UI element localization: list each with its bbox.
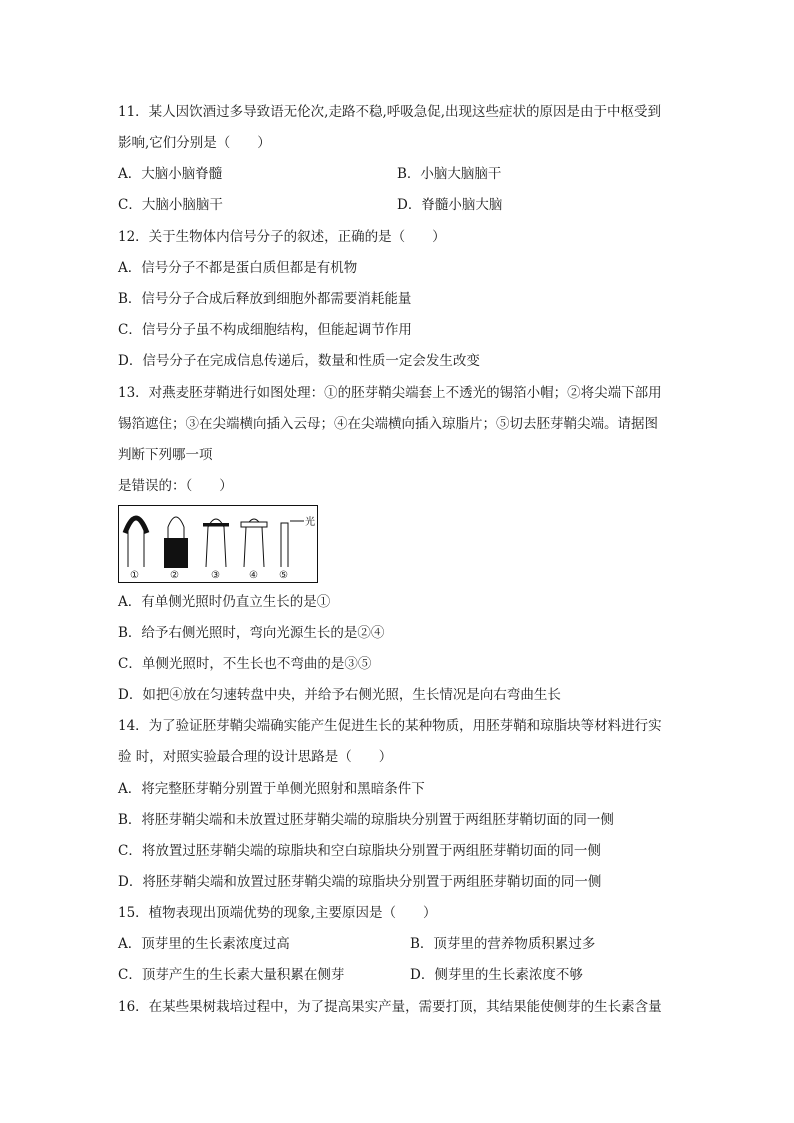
q15-option-b: B．顶芽里的营养物质积累过多 (410, 936, 596, 952)
q11-stem-line2: 影响,它们分别是（ ） (118, 135, 271, 151)
q11-option-a: A．大脑小脑脊髓 (118, 166, 223, 182)
q13-stem-line4: 是错误的：（ ） (118, 478, 233, 494)
q15-option-c: C．顶芽产生的生长素大量积累在侧芽 (118, 967, 345, 983)
q15-option-a: A．顶芽里的生长素浓度过高 (118, 936, 290, 952)
q14-stem-line2: 验 时，对照实验最合理的设计思路是（ ） (118, 749, 393, 765)
q13-option-a: A．有单侧光照时仍直立生长的是① (118, 594, 331, 610)
q13-stem-line2: 锡箔遮住；③在尖端横向插入云母；④在尖端横向插入琼脂片；⑤切去胚芽鞘尖端。请据图 (118, 416, 658, 432)
q11-stem-line1: 11．某人因饮酒过多导致语无伦次,走路不稳,呼吸急促,出现这些症状的原因是由于中枢受到 (118, 104, 662, 120)
q16-stem-line1: 16．在某些果树栽培过程中，为了提高果实产量，需要打顶，其结果能使侧芽的生长素含量 (118, 999, 662, 1015)
q13-option-b: B．给予右侧光照时，弯向光源生长的是②④ (118, 625, 385, 641)
coleoptile-figure (118, 505, 318, 583)
q12-option-a: A．信号分子不都是蛋白质但都是有机物 (118, 260, 358, 276)
q11-option-d: D．脊髓小脑大脑 (397, 197, 503, 213)
q13-stem-line3: 判断下列哪一项 (118, 447, 213, 463)
q11-option-c: C．大脑小脑脑干 (118, 197, 223, 213)
q12-option-d: D．信号分子在完成信息传递后，数量和性质一定会发生改变 (118, 353, 480, 369)
q13-option-c: C．单侧光照时，不生长也不弯曲的是③⑤ (118, 656, 372, 672)
q13-option-d: D．如把④放在匀速转盘中央，并给予右侧光照，生长情况是向右弯曲生长 (118, 687, 561, 703)
q12-option-b: B．信号分子合成后释放到细胞外都需要消耗能量 (118, 291, 412, 307)
figure-label-2: ② (170, 570, 179, 581)
figure-label-1: ① (130, 570, 139, 581)
q12-stem: 12．关于生物体内信号分子的叙述，正确的是（ ） (118, 229, 446, 245)
light-label: 光 (305, 517, 315, 528)
q13-stem-line1: 13．对燕麦胚芽鞘进行如图处理：①的胚芽鞘尖端套上不透光的锡箔小帽；②将尖端下部用 (118, 385, 662, 401)
q15-option-d: D．侧芽里的生长素浓度不够 (410, 967, 583, 983)
q14-stem-line1: 14．为了验证胚芽鞘尖端确实能产生促进生长的某种物质，用胚芽鞘和琼脂块等材料进行实 (118, 718, 662, 734)
q14-option-a: A．将完整胚芽鞘分别置于单侧光照射和黑暗条件下 (118, 781, 425, 797)
figure-label-5: ⑤ (279, 570, 288, 581)
q15-stem: 15．植物表现出顶端优势的现象,主要原因是（ ） (118, 905, 437, 921)
figure-label-4: ④ (249, 570, 258, 581)
q14-option-b: B．将胚芽鞘尖端和未放置过胚芽鞘尖端的琼脂块分别置于两组胚芽鞘切面的同一侧 (118, 812, 614, 828)
q11-option-b: B．小脑大脑脑干 (397, 166, 502, 182)
q12-option-c: C．信号分子虽不构成细胞结构，但能起调节作用 (118, 322, 412, 338)
q14-option-d: D．将胚芽鞘尖端和放置过胚芽鞘尖端的琼脂块分别置于两组胚芽鞘切面的同一侧 (118, 874, 602, 890)
figure-label-3: ③ (211, 570, 220, 581)
q14-option-c: C．将放置过胚芽鞘尖端的琼脂块和空白琼脂块分别置于两组胚芽鞘切面的同一侧 (118, 843, 601, 859)
